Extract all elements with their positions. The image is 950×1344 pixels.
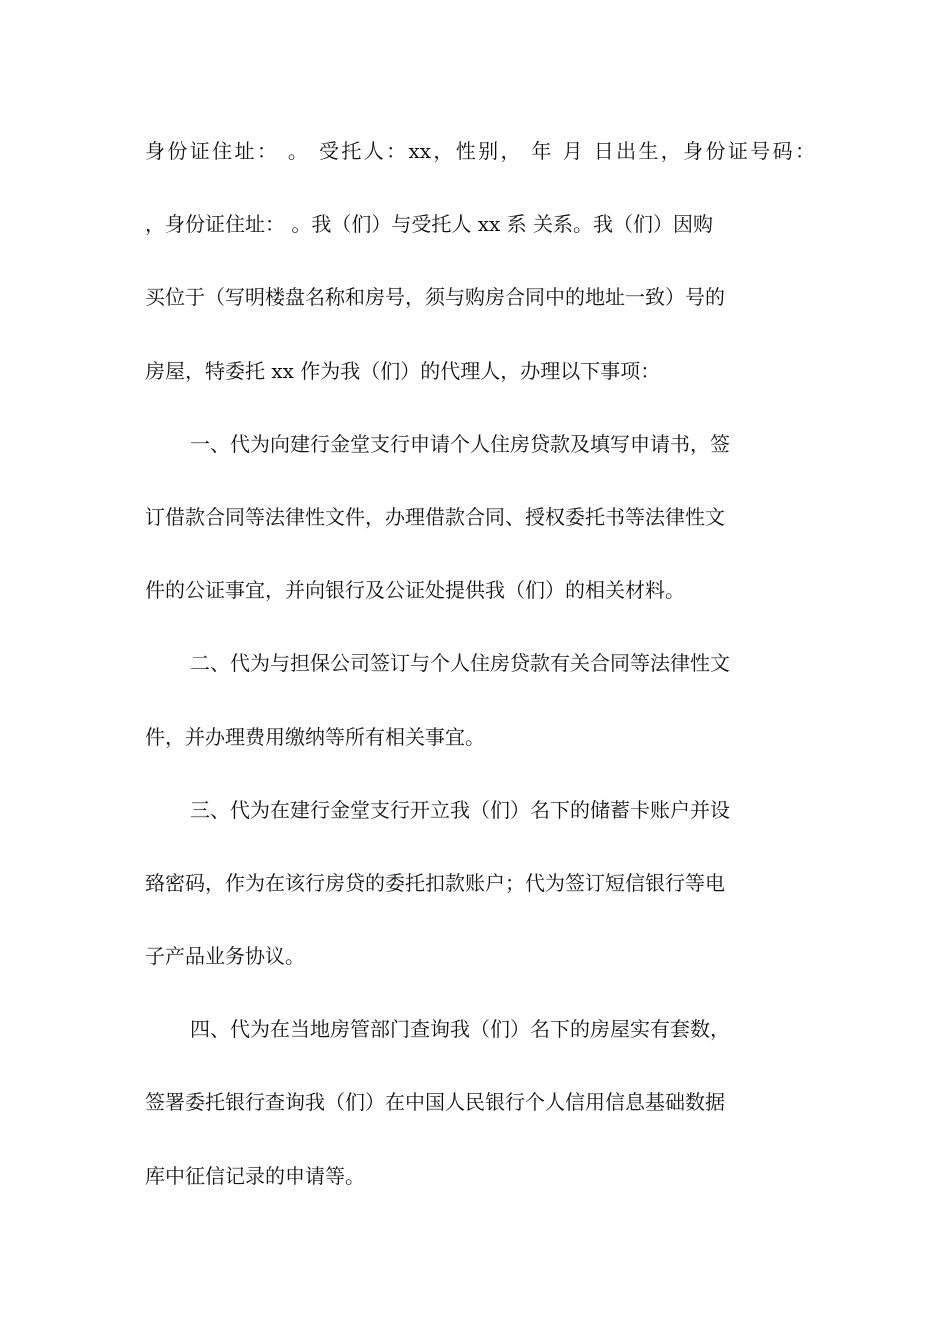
body-line-13: 四、代为在当地房管部门查询我（们）名下的房屋实有套数， <box>190 1017 730 1042</box>
body-line-4: 房屋，特委托 xx 作为我（们）的代理人，办理以下事项： <box>145 358 661 383</box>
body-line-15: 库中征信记录的申请等。 <box>145 1163 365 1188</box>
body-line-5: 一、代为向建行金堂支行申请个人住房贷款及填写申请书，签 <box>190 431 730 456</box>
body-line-6: 订借款合同等法律性文件，办理借款合同、授权委托书等法律性文 <box>145 504 725 529</box>
body-line-3: 买位于（写明楼盘名称和房号，须与购房合同中的地址一致）号的 <box>145 285 725 310</box>
body-line-1: 身份证住址： 。 受托人：xx，性别， 年 月 日出生，身份证号码： <box>145 139 815 163</box>
body-line-11: 臵密码，作为在该行房贷的委托扣款账户；代为签订短信银行等电 <box>145 870 725 895</box>
body-line-7: 件的公证事宜，并向银行及公证处提供我（们）的相关材料。 <box>145 578 685 603</box>
document-body <box>145 133 815 1231</box>
body-line-8: 二、代为与担保公司签订与个人住房贷款有关合同等法律性文 <box>190 651 730 676</box>
body-line-10: 三、代为在建行金堂支行开立我（们）名下的储蓄卡账户并设 <box>190 797 730 822</box>
body-line-2: ，身份证住址： 。我（们）与受托人 xx 系 关系。我（们）因购 <box>145 212 713 237</box>
body-line-12: 子产品业务协议。 <box>145 944 305 969</box>
body-line-14: 签署委托银行查询我（们）在中国人民银行个人信用信息基础数据 <box>145 1090 725 1115</box>
body-line-9: 件，并办理费用缴纳等所有相关事宜。 <box>145 724 485 749</box>
